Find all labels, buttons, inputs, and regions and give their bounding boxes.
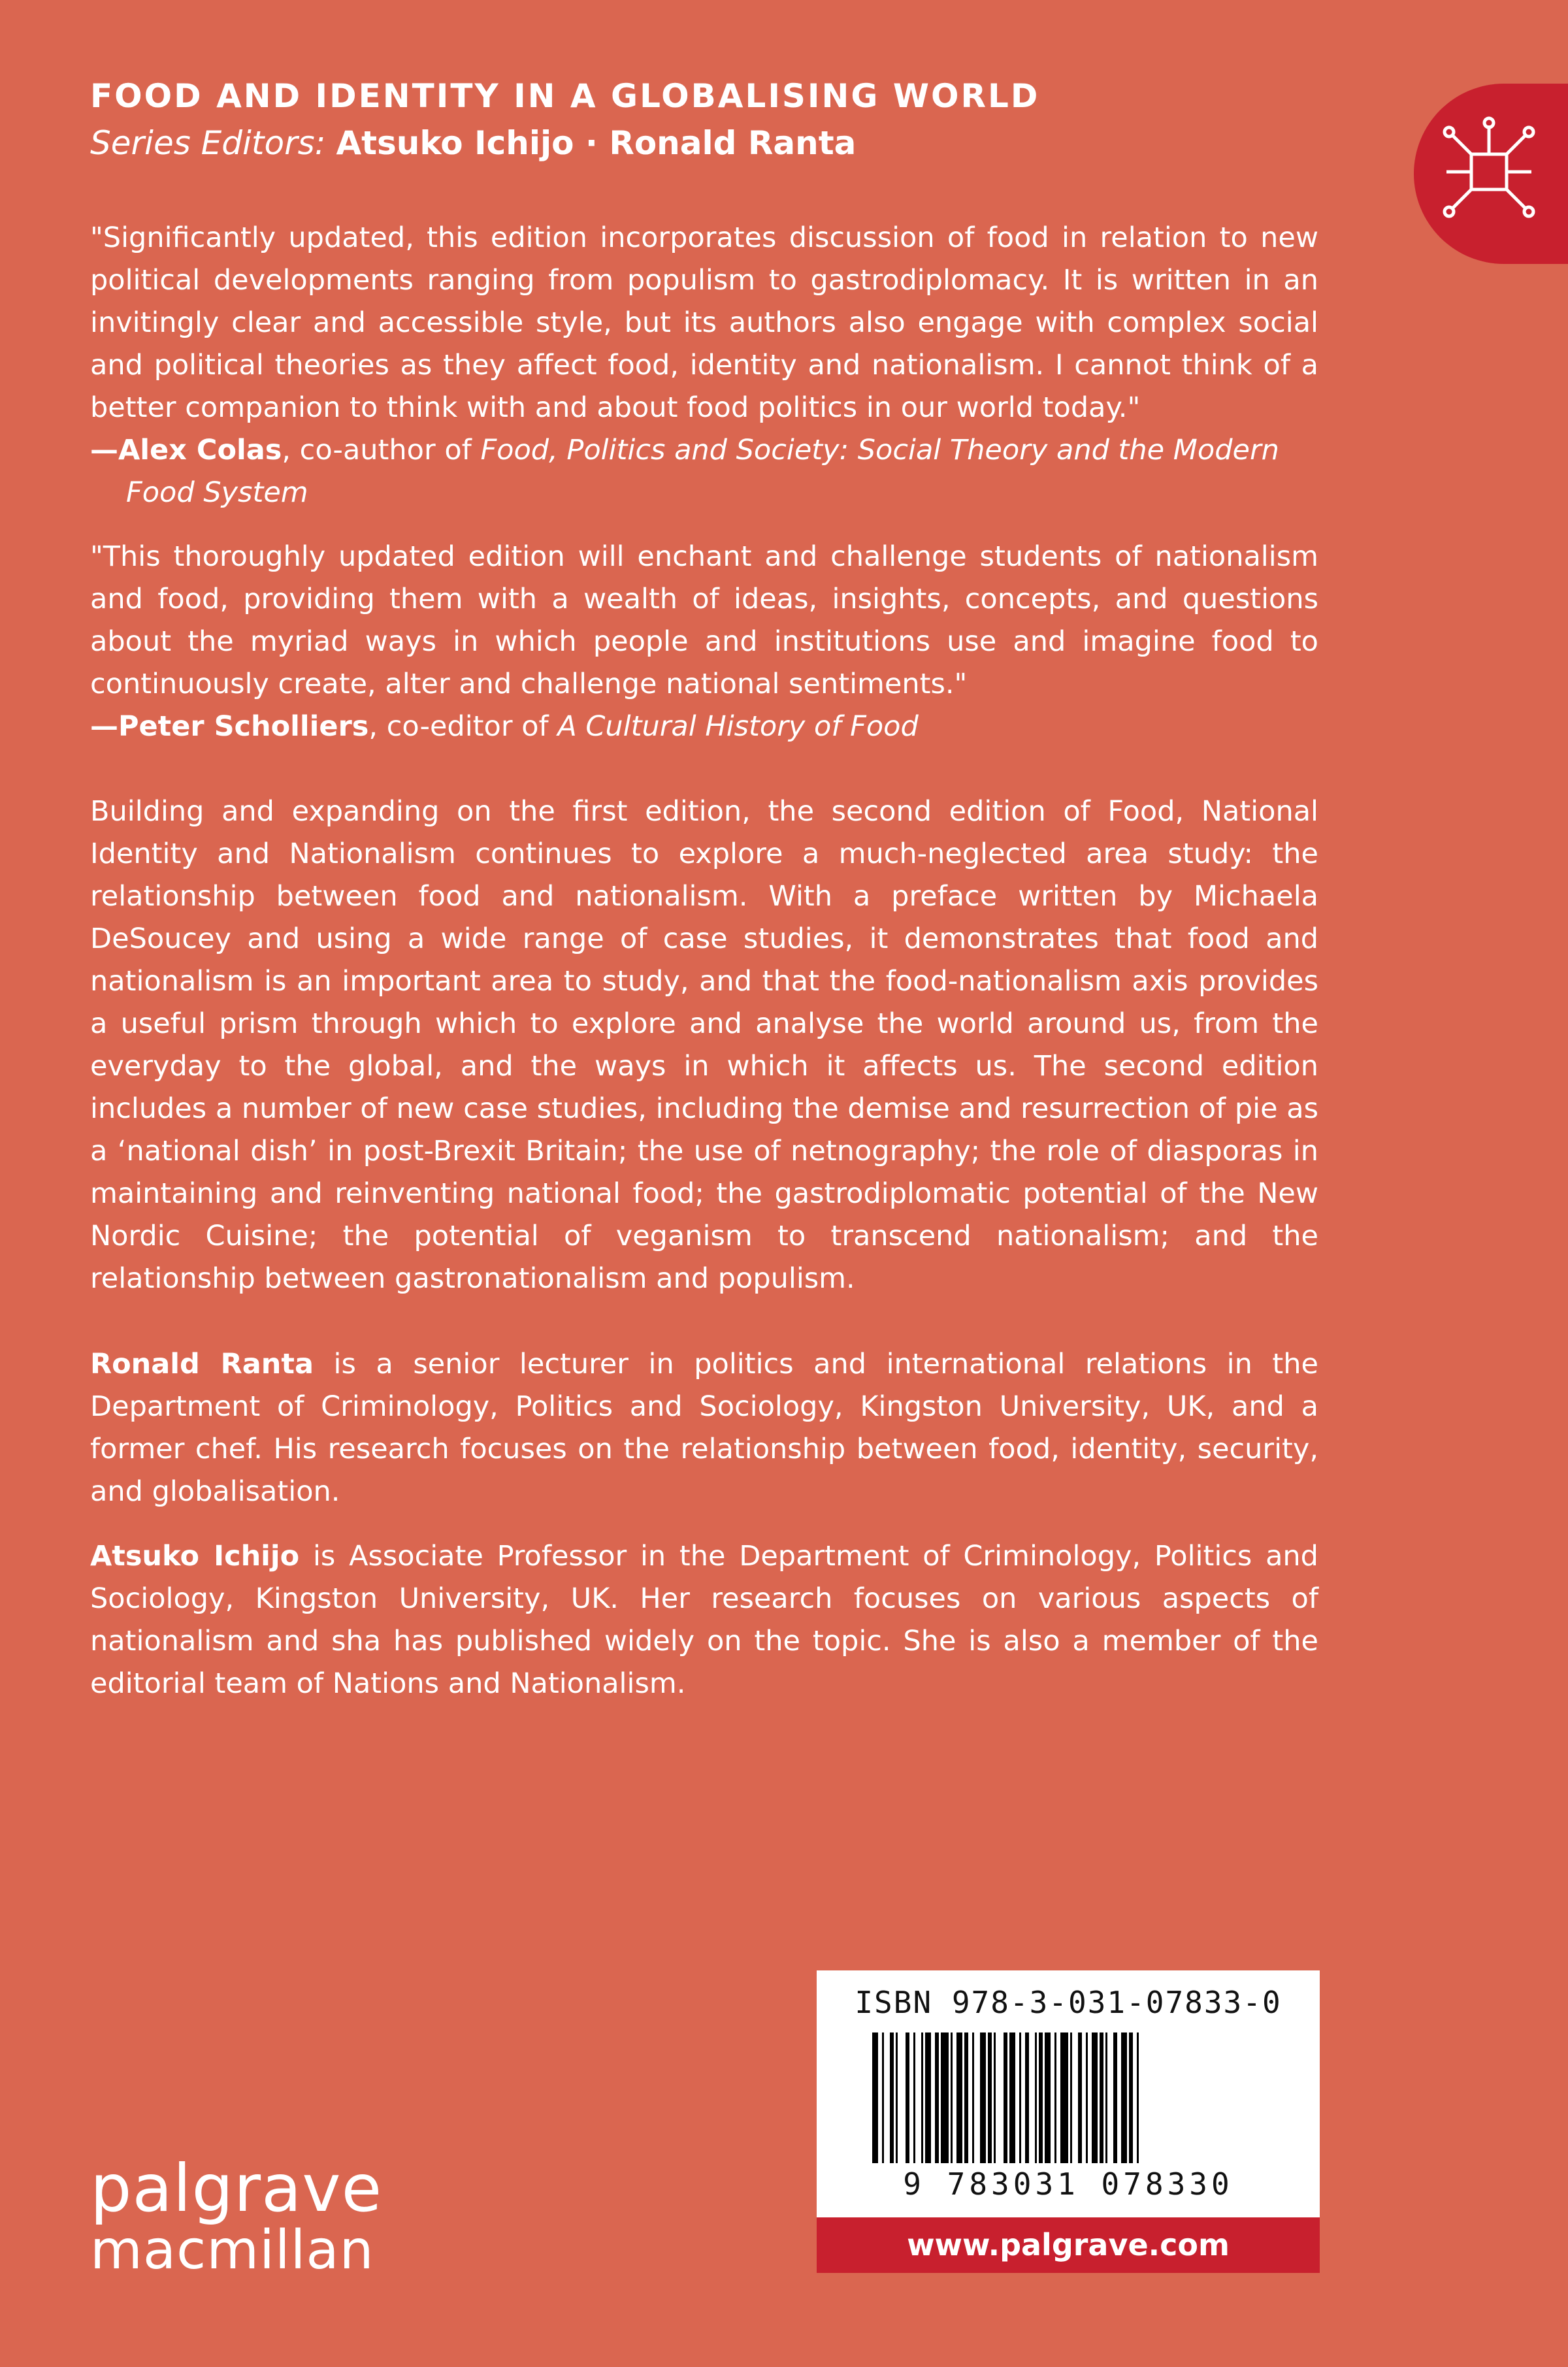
barcode-bar bbox=[1009, 2032, 1015, 2163]
series-editors-names: Atsuko Ichijo · Ronald Ranta bbox=[336, 124, 857, 162]
barcode-bar bbox=[906, 2032, 909, 2163]
barcode-bar bbox=[1035, 2032, 1037, 2163]
barcode-bar bbox=[1045, 2032, 1051, 2163]
bio-2-text: is Associate Professor in the Department of Criminology, Politics and Sociology, Kingston University, UK. Her research focuses on various aspects of nationalism and sha has published widely on the topic. She is also a member of the editorial team of Nations and Nationalism. bbox=[90, 1540, 1318, 1700]
author-bio-atsuko-ichijo bbox=[90, 1535, 1318, 1705]
publisher-url[interactable]: www.palgrave.com bbox=[817, 2217, 1320, 2273]
barcode-bar bbox=[1113, 2032, 1117, 2163]
bio-1-name: Ronald Ranta bbox=[90, 1348, 314, 1380]
barcode-bar bbox=[1004, 2032, 1007, 2163]
barcode-bar bbox=[1060, 2032, 1068, 2163]
barcode-bar bbox=[994, 2032, 996, 2163]
barcode-bar bbox=[890, 2032, 894, 2163]
barcode-bar bbox=[1092, 2032, 1098, 2163]
quote-1-role: , co-author of bbox=[282, 434, 481, 466]
endorsement-quote-2 bbox=[90, 536, 1318, 748]
palgrave-logo-badge bbox=[1414, 84, 1568, 264]
barcode-bar bbox=[1070, 2032, 1072, 2163]
quote-1-work: Food, Politics and Society: Social Theory and the Modern Food System bbox=[126, 434, 1279, 509]
series-editors bbox=[90, 124, 856, 162]
quote-2-work: A Cultural History of Food bbox=[557, 710, 919, 743]
isbn-barcode-box bbox=[817, 1970, 1320, 2273]
quote-2-attribution bbox=[90, 706, 1318, 748]
endorsement-quote-1 bbox=[90, 217, 1318, 514]
barcode-bar bbox=[882, 2032, 884, 2163]
barcode-bar bbox=[1086, 2032, 1088, 2163]
publisher-name-line-2: macmillan bbox=[90, 2219, 374, 2281]
quote-2-text: "This thoroughly updated edition will enchant and challenge students of nationalism and food, providing them with a wealth of ideas, insights, concepts, and questions about the myriad ways in which people and institutions use and imagine food to continuously create, alter and challenge national sentiments." bbox=[90, 540, 1318, 700]
isbn-label: ISBN 978-3-031-07833-0 bbox=[855, 1985, 1282, 2020]
bio-2-name: Atsuko Ichijo bbox=[90, 1540, 300, 1573]
barcode-bar bbox=[1019, 2032, 1021, 2163]
publisher-name-line-1: palgrave bbox=[90, 2150, 383, 2227]
barcode-bar bbox=[935, 2032, 939, 2163]
series-editors-label: Series Editors: bbox=[90, 124, 326, 162]
barcode-bar bbox=[1137, 2032, 1139, 2163]
author-bio-ronald-ranta bbox=[90, 1343, 1318, 1513]
barcode-bar bbox=[1100, 2032, 1103, 2163]
barcode-bar bbox=[1025, 2032, 1029, 2163]
barcode-bar bbox=[925, 2032, 931, 2163]
barcode-bar bbox=[1078, 2032, 1082, 2163]
barcode-bar bbox=[1039, 2032, 1043, 2163]
barcode-bar bbox=[1054, 2032, 1056, 2163]
bio-1-text: is a senior lecturer in politics and international relations in the Department of Criminology, Politics and Sociology, Kingston University, UK, and a former chef. His research focuses on the relationship between food, identity, security, and globalisation. bbox=[90, 1348, 1318, 1508]
barcode-bar bbox=[972, 2032, 974, 2163]
book-description: Building and expanding on the first edition, the second edition of Food, National Identity and Nationalism continues to explore a much-neglected area study: the relationship between food and nationalism. With a preface written by Michaela DeSoucey and using a wide range of case studies, it demonstrates that food and nationalism is an important area to study, and that the food-nationalism axis provides a useful prism through which to explore and analyse the world around us, from the everyday to the global, and the ways in which it affects us. The second edition includes a number of new case studies, including the demise and resurrection of pie as a ‘national dish’ in post-Brexit Britain; the use of netnography; the role of diasporas in maintaining and reinventing national food; the gastrodiplomatic potential of the New Nordic Cuisine; the potential of veganism to transcend nationalism; and the relationship between gastronationalism and populism. bbox=[90, 795, 1318, 1295]
publisher-logo bbox=[90, 2150, 383, 2281]
quote-1-attribution bbox=[90, 429, 1318, 514]
barcode-bar bbox=[951, 2032, 953, 2163]
quote-1-dash: — bbox=[90, 434, 118, 466]
barcode-digits: 9 783031 078330 bbox=[903, 2166, 1233, 2202]
barcode-image bbox=[872, 2032, 1264, 2173]
quote-2-role: , co-editor of bbox=[368, 710, 558, 743]
quote-2-dash: — bbox=[90, 710, 118, 743]
barcode-bar bbox=[980, 2032, 986, 2163]
barcode-bar bbox=[941, 2032, 949, 2163]
series-title: FOOD AND IDENTITY IN A GLOBALISING WORLD bbox=[90, 77, 1040, 115]
barcode-bar bbox=[956, 2032, 962, 2163]
barcode-bar bbox=[1105, 2032, 1107, 2163]
barcode-bar bbox=[872, 2032, 878, 2163]
barcode-bar bbox=[1121, 2032, 1127, 2163]
barcode-bar bbox=[964, 2032, 968, 2163]
quote-1-author: Alex Colas bbox=[118, 434, 282, 466]
quote-2-author: Peter Scholliers bbox=[118, 710, 369, 743]
barcode-bar bbox=[988, 2032, 992, 2163]
quote-1-text: "Significantly updated, this edition incorporates discussion of food in relation to new political developments ranging from populism to gastrodiplomacy. It is written in an invitingly clear and accessible style, but its authors also engage with complex social and political theories as they affect food, identity and nationalism. I cannot think of a better companion to think with and about food politics in our world today." bbox=[90, 221, 1318, 424]
barcode-bar bbox=[896, 2032, 898, 2163]
barcode-bar bbox=[921, 2032, 923, 2163]
palgrave-logo-icon bbox=[1440, 116, 1538, 227]
barcode-bar bbox=[1129, 2032, 1133, 2163]
barcode-bar bbox=[913, 2032, 915, 2163]
